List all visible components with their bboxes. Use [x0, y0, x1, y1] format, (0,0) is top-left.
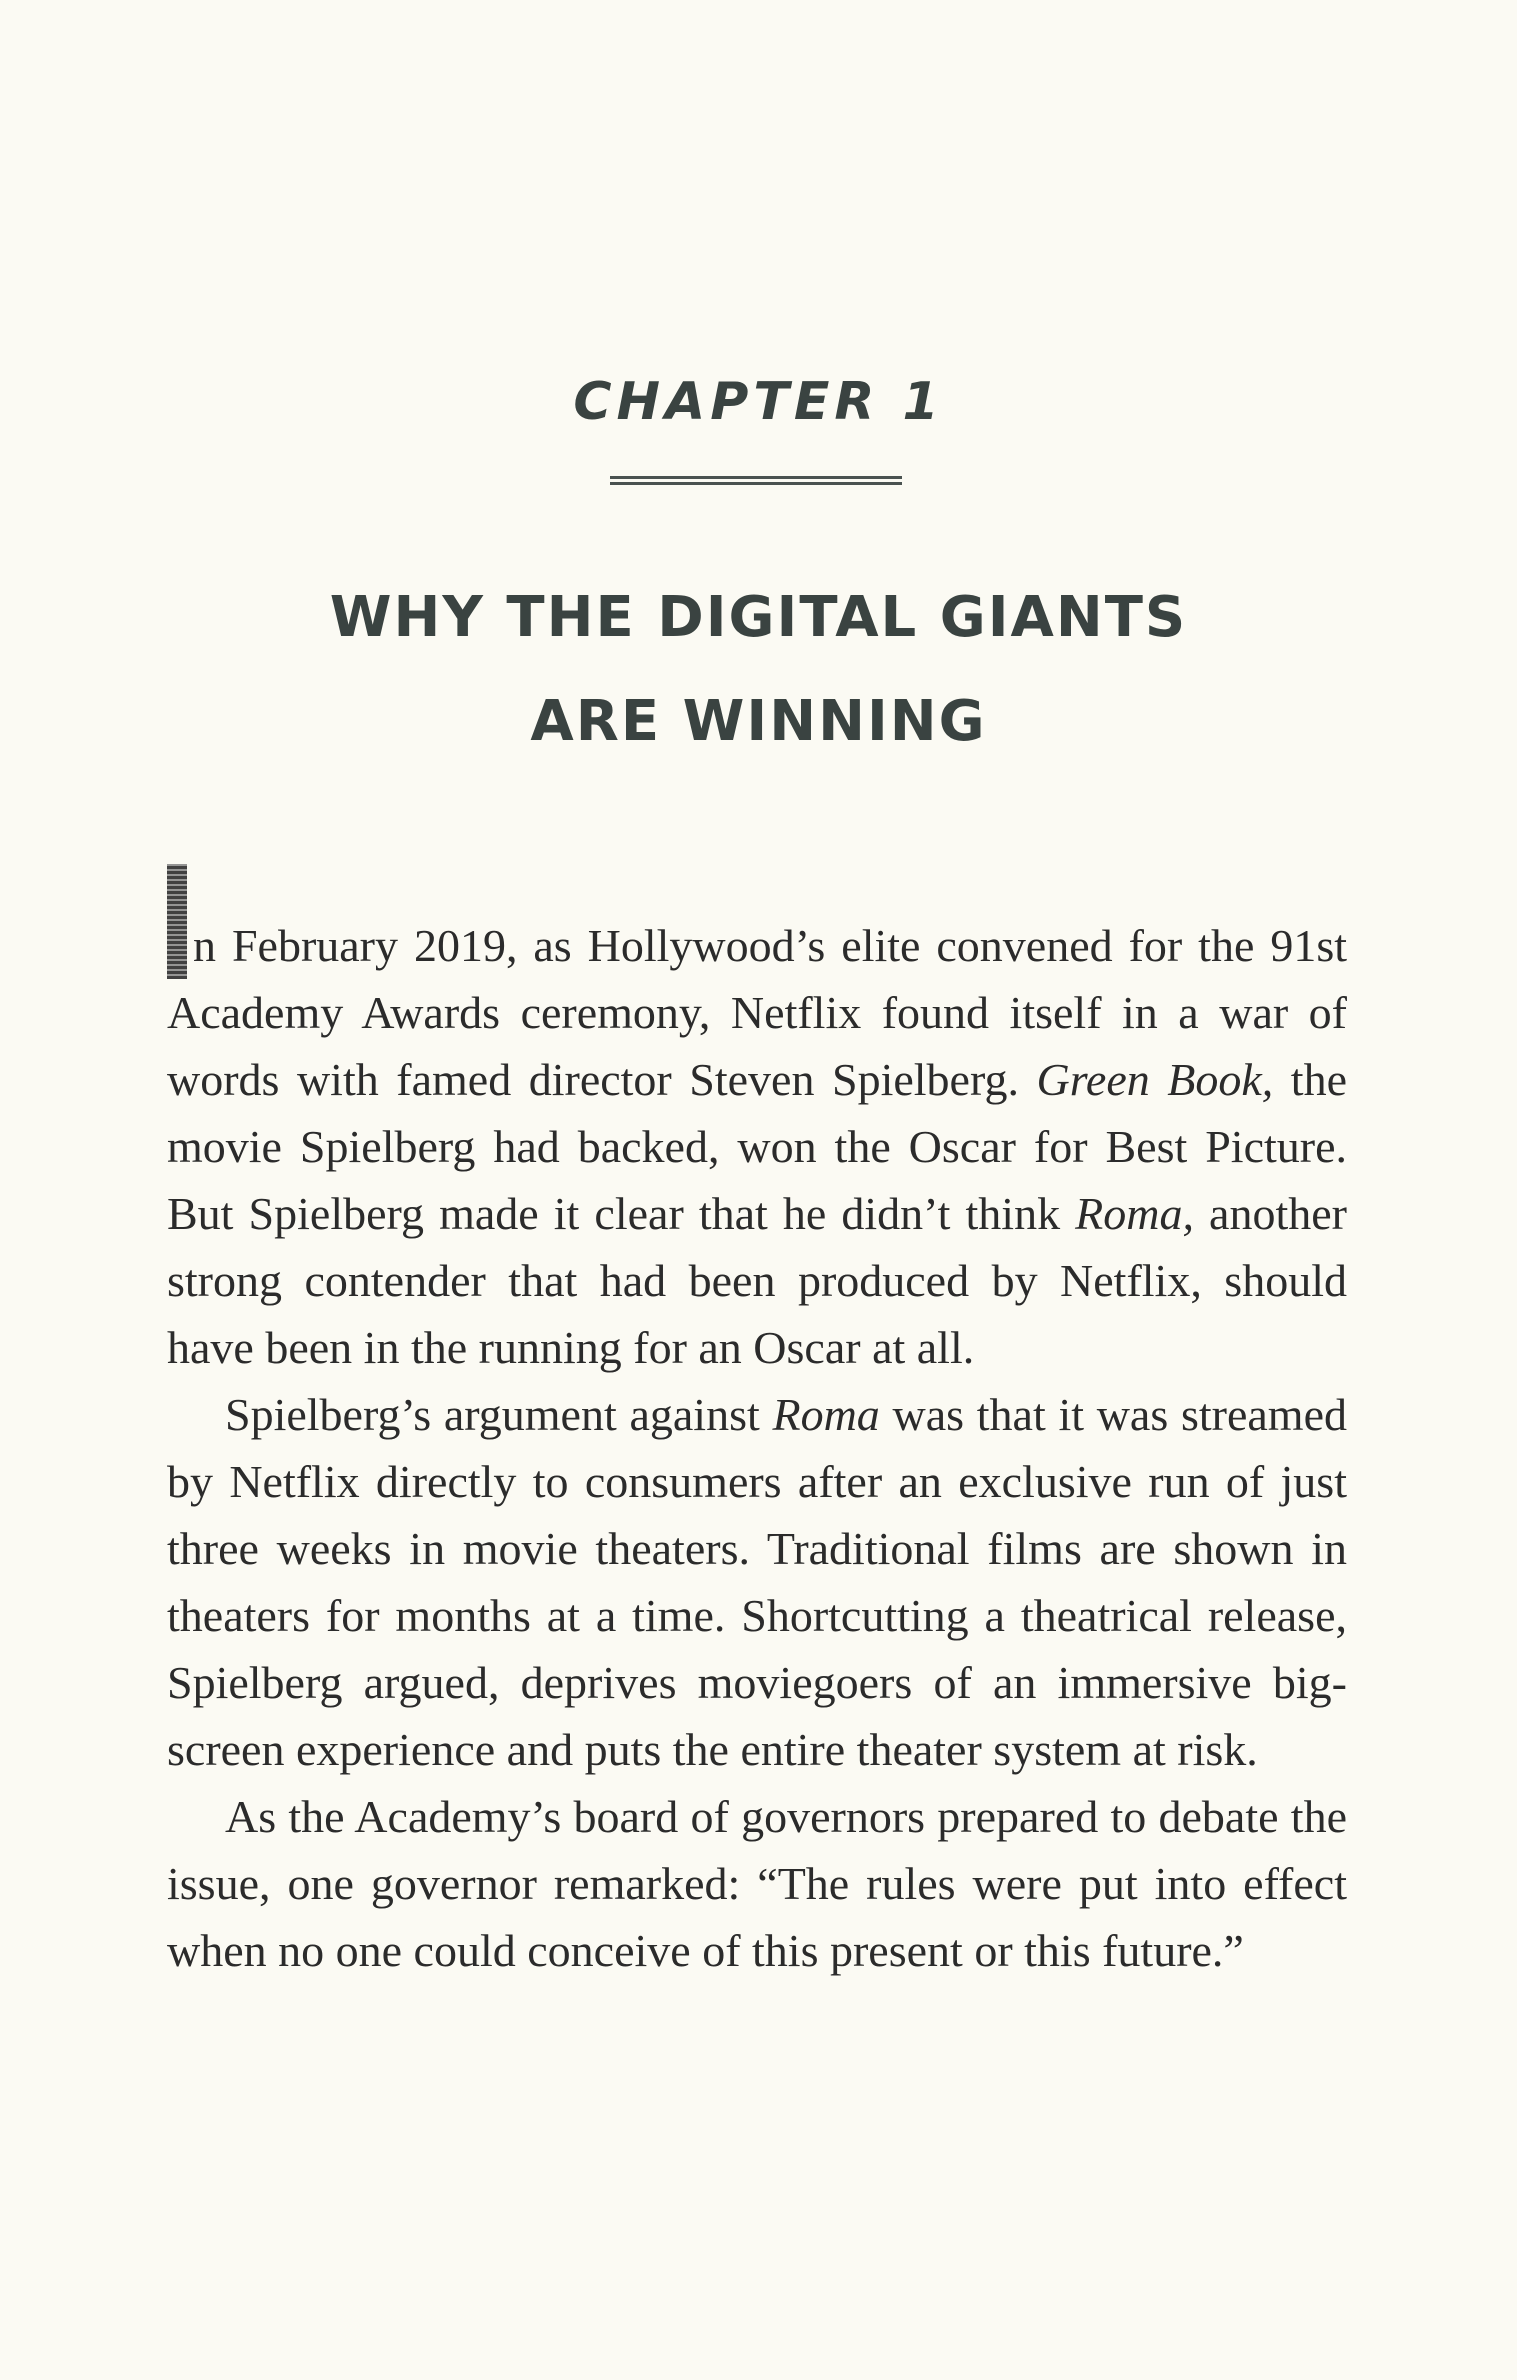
paragraph-1-text-b: the movie Spielberg had backed, won the Oscar for Best Picture. But Spielberg made it clear that he didn’t think — [167, 1054, 1347, 1239]
paragraph-1-text-a: n February 2019, as Hollywood’s elite convened for the 91st Academy Awards ceremony, Netflix found itself in a war of words with famed director Steven Spielberg. — [167, 920, 1347, 1105]
paragraph-2-text-a: Spielberg’s argument against — [225, 1389, 773, 1440]
paragraph-2 — [167, 1381, 1347, 1783]
paragraph-1-italic-a: Green Book, — [1036, 1054, 1274, 1105]
body-text — [167, 912, 1347, 1984]
chapter-divider-rule — [610, 476, 902, 485]
chapter-title-line-1: WHY THE DIGITAL GIANTS — [329, 585, 1188, 650]
paragraph-1-text-c: another strong contender that had been produced by Netflix, should have been in the running for an Oscar at all. — [167, 1188, 1347, 1373]
chapter-title-line-2: ARE WINNING — [530, 689, 987, 754]
paragraph-2-italic-a: Roma — [772, 1389, 880, 1440]
drop-cap-letter — [193, 912, 194, 913]
chapter-label: CHAPTER 1 — [573, 372, 944, 432]
paragraph-1-italic-b: Roma, — [1075, 1188, 1194, 1239]
paragraph-2-text-b: was that it was streamed by Netflix directly to consumers after an exclusive run of just three weeks in movie theaters. Traditional films are shown in theaters for months at a time. Shortcutting a theatrical release, Spielberg argued, deprives moviegoers of an immersive big-screen experience and puts the entire theater system at risk. — [167, 1389, 1347, 1775]
paragraph-1 — [167, 912, 1347, 1381]
drop-cap — [167, 864, 187, 979]
chapter-title — [0, 566, 1517, 774]
paragraph-3: As the Academy’s board of governors prepared to debate the issue, one governor remarked: “The rules were put into effect when no one could conceive of this present or this future.” — [167, 1791, 1347, 1976]
